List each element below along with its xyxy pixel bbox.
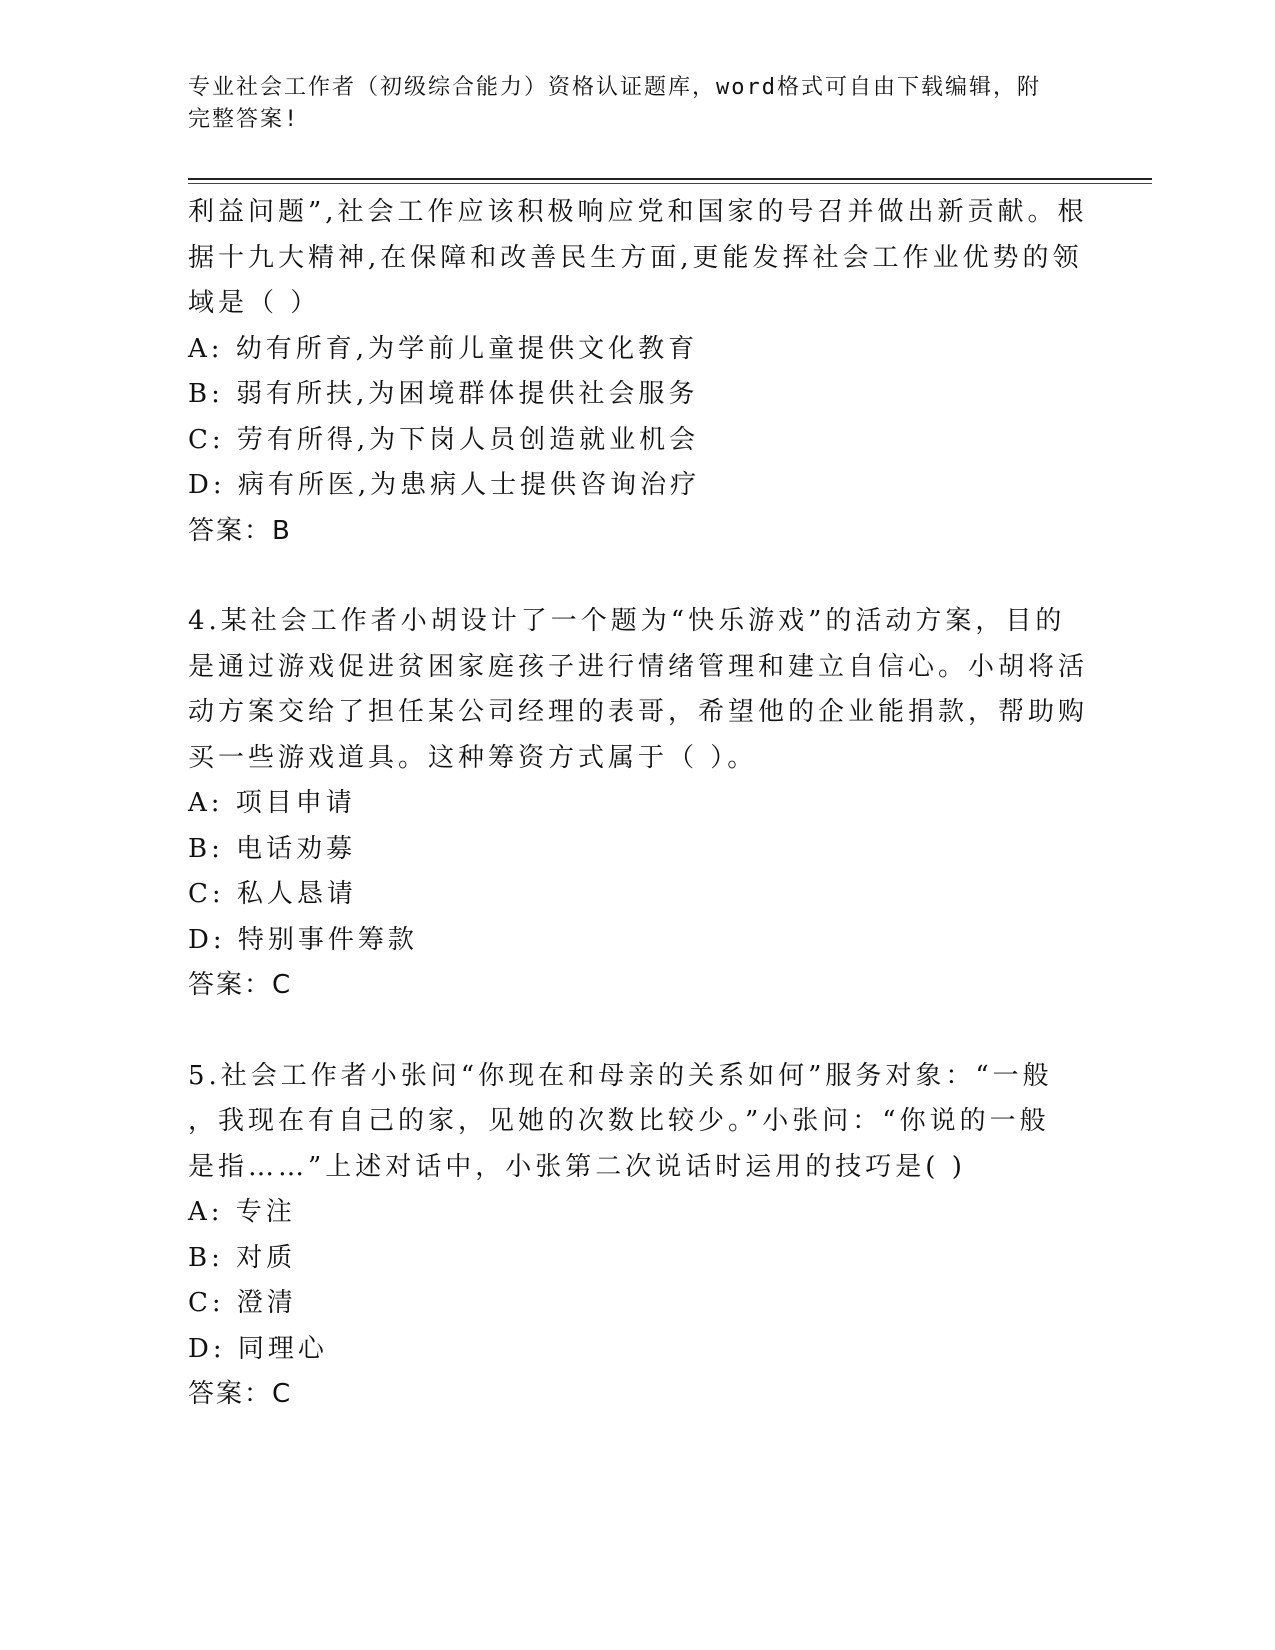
question-3-option-c: C: 劳有所得,为下岗人员创造就业机会 (188, 424, 700, 455)
page-header (188, 72, 1068, 136)
question-4-text-line: 是通过游戏促进贫困家庭孩子进行情绪管理和建立自信心。小胡将活 (188, 651, 1089, 682)
document-body (188, 190, 1088, 1418)
header-divider-thin (188, 183, 1152, 184)
question-3-text-line: 域是（ ） (188, 288, 321, 318)
question-4-option-a: A: 项目申请 (188, 788, 356, 818)
question-3 (188, 190, 1088, 554)
question-5-text-line: ，我现在有自己的家，见她的次数比较少。”小张问：“你说的一般 (188, 1106, 1050, 1136)
question-4-text-line: 动方案交给了担任某公司经理的表哥，希望他的企业能捐款，帮助购 (188, 697, 1089, 727)
question-3-option-d: D: 病有所医,为患病人士提供咨询治疗 (188, 470, 701, 500)
question-3-option-b: B: 弱有所扶,为困境群体提供社会服务 (188, 379, 699, 409)
question-5-text-line: 是指……”上述对话中，小张第二次说话时运用的技巧是( ) (188, 1151, 966, 1182)
question-5-option-a: A: 专注 (188, 1197, 296, 1227)
question-3-answer: 答案：B (188, 515, 292, 546)
question-4 (188, 599, 1088, 1009)
question-4-option-d: D: 特别事件筹款 (188, 924, 418, 955)
question-5-option-d: D: 同理心 (188, 1333, 328, 1364)
header-divider-thick (188, 178, 1152, 180)
question-5-text-line: 5.社会工作者小张问“你现在和母亲的关系如何”服务对象：“一般 (188, 1060, 1053, 1091)
question-4-option-b: B: 电话劝募 (188, 833, 357, 864)
spacer (188, 554, 1088, 599)
question-4-text-line: 4.某社会工作者小胡设计了一个题为“快乐游戏”的活动方案，目的 (188, 606, 1066, 636)
header-line-2: 完整答案! (188, 107, 300, 132)
question-5 (188, 1054, 1088, 1418)
question-5-option-c: C: 澄清 (188, 1288, 297, 1318)
question-3-text-line: 据十九大精神,在保障和改善民生方面,更能发挥社会工作业优势的领 (188, 242, 1083, 273)
spacer (188, 1009, 1088, 1054)
question-5-option-b: B: 对质 (188, 1242, 297, 1273)
question-3-text-line: 利益问题”,社会工作应该积极响应党和国家的号召并做出新贡献。根 (188, 197, 1088, 227)
question-5-answer: 答案：C (188, 1379, 293, 1409)
question-4-text-line: 买一些游戏道具。这种筹资方式属于（ ）。 (188, 742, 758, 773)
question-4-answer: 答案：C (188, 970, 293, 1000)
question-3-option-a: A: 幼有所育,为学前儿童提供文化教育 (188, 333, 699, 364)
header-line-1: 专业社会工作者（初级综合能力）资格认证题库，word格式可自由下载编辑，附 (188, 75, 1041, 100)
question-4-option-c: C: 私人恳请 (188, 879, 357, 909)
